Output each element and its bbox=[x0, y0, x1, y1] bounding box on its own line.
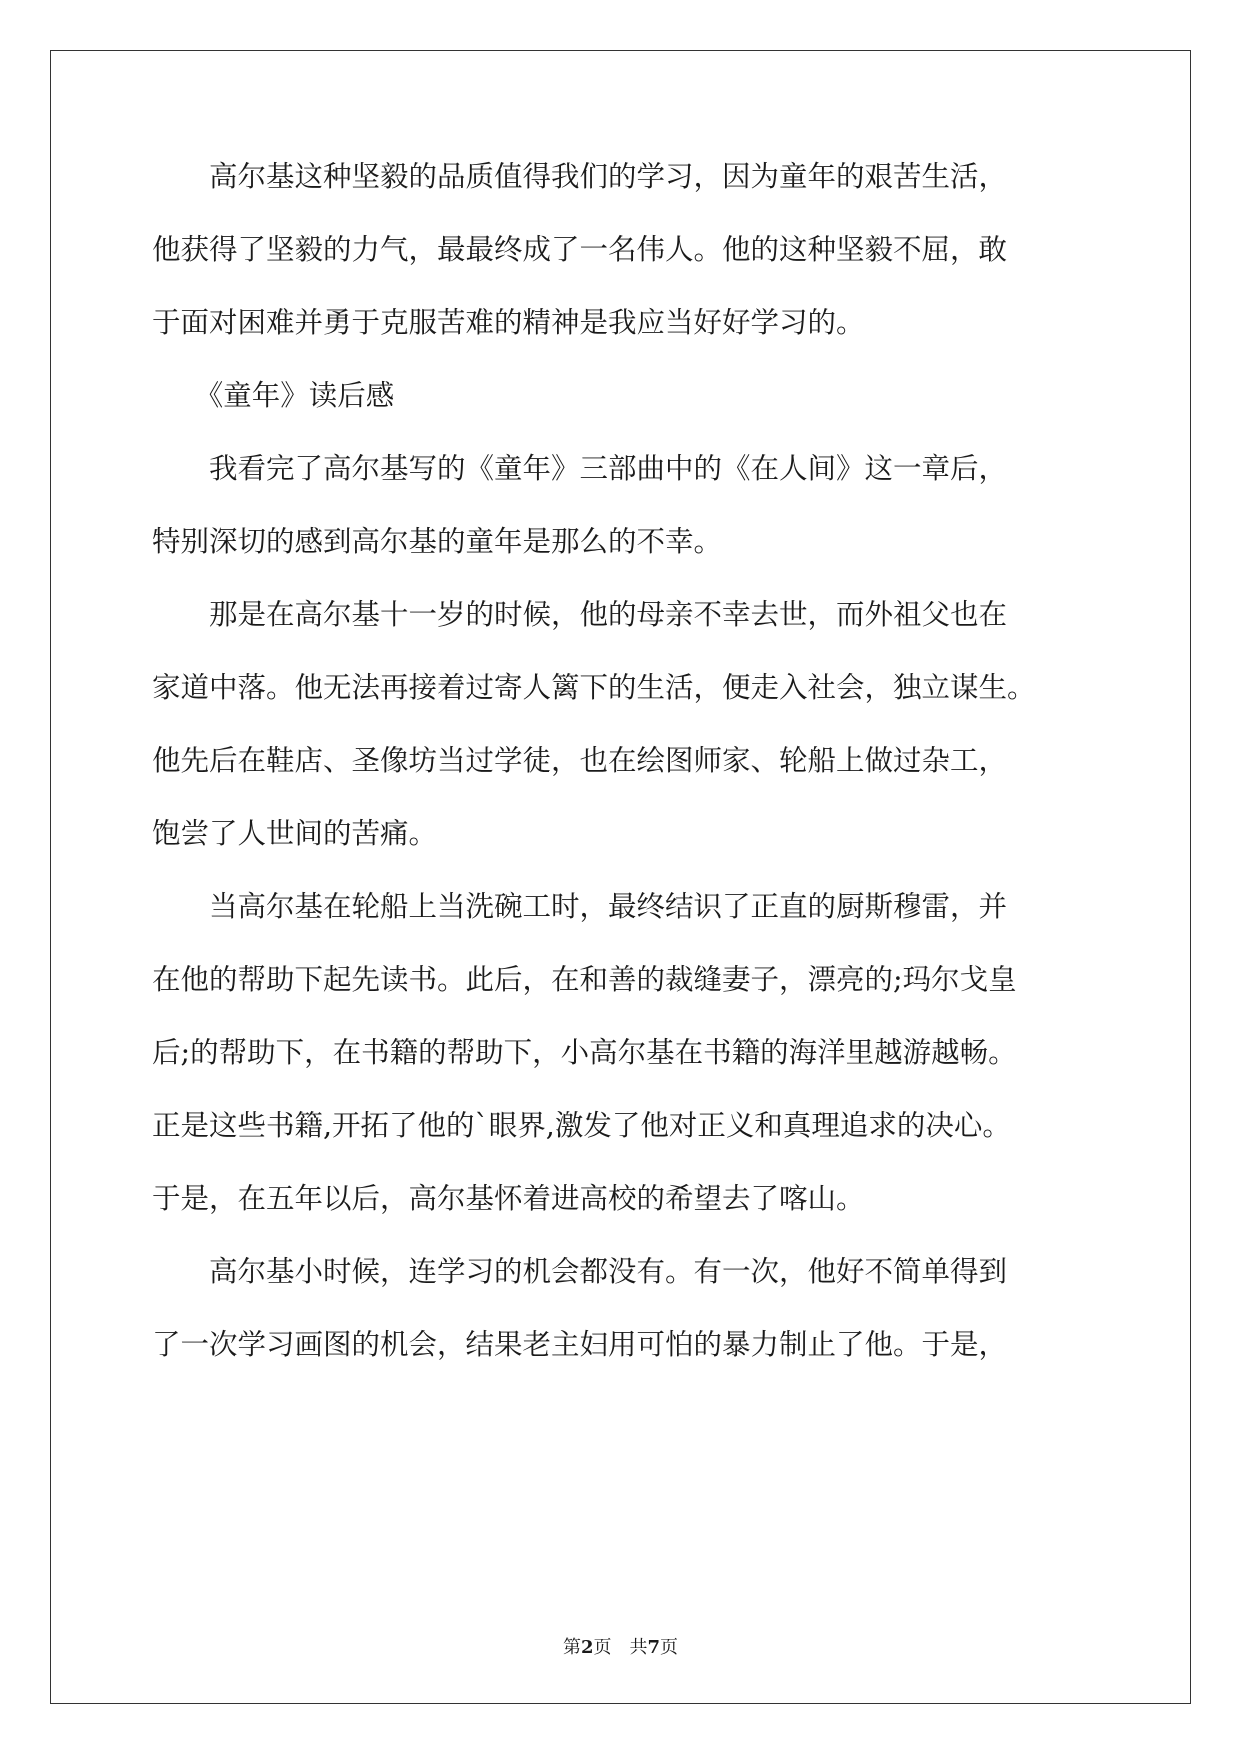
footer-suffix: 页 bbox=[660, 1637, 679, 1658]
text-line: 在他的帮助下起先读书。此后，在和善的裁缝妻子，漂亮的;玛尔戈皇 bbox=[152, 963, 1017, 996]
text-line: 于面对困难并勇于克服苦难的精神是我应当好好学习的。 bbox=[152, 306, 865, 339]
page-border bbox=[50, 50, 1191, 1704]
text-line: 后;的帮助下，在书籍的帮助下，小高尔基在书籍的海洋里越游越畅。 bbox=[152, 1036, 1017, 1069]
footer-total-pages: 7 bbox=[647, 1637, 661, 1658]
text-line: 他先后在鞋店、圣像坊当过学徒，也在绘图师家、轮船上做过杂工， bbox=[152, 744, 1008, 777]
footer-page-number: 2 bbox=[580, 1637, 594, 1658]
text-line: 正是这些书籍,开拓了他的`眼界,激发了他对正义和真理追求的决心。 bbox=[152, 1109, 1011, 1142]
text-line: 高尔基这种坚毅的品质值得我们的学习，因为童年的艰苦生活， bbox=[152, 160, 1008, 193]
text-line: 我看完了高尔基写的《童年》三部曲中的《在人间》这一章后， bbox=[152, 452, 1008, 485]
text-line: 高尔基小时候，连学习的机会都没有。有一次，他好不简单得到 bbox=[152, 1255, 1008, 1288]
text-line: 家道中落。他无法再接着过寄人篱下的生活，便走入社会，独立谋生。 bbox=[152, 671, 1036, 704]
page-footer bbox=[0, 1633, 1241, 1659]
section-heading: 《童年》读后感 bbox=[152, 379, 395, 412]
text-line: 当高尔基在轮船上当洗碗工时，最终结识了正直的厨斯穆雷，并 bbox=[152, 890, 1008, 923]
text-line: 他获得了坚毅的力气，最最终成了一名伟人。他的这种坚毅不屈，敢 bbox=[152, 233, 1008, 266]
text-line: 了一次学习画图的机会，结果老主妇用可怕的暴力制止了他。于是， bbox=[152, 1328, 1008, 1361]
text-line: 于是，在五年以后，高尔基怀着进高校的希望去了喀山。 bbox=[152, 1182, 865, 1215]
footer-mid: 页 共 bbox=[593, 1637, 648, 1658]
text-line: 那是在高尔基十一岁的时候，他的母亲不幸去世，而外祖父也在 bbox=[152, 598, 1008, 631]
footer-prefix: 第 bbox=[562, 1637, 581, 1658]
text-line: 饱尝了人世间的苦痛。 bbox=[152, 817, 438, 850]
text-line: 特别深切的感到高尔基的童年是那么的不幸。 bbox=[152, 525, 723, 558]
